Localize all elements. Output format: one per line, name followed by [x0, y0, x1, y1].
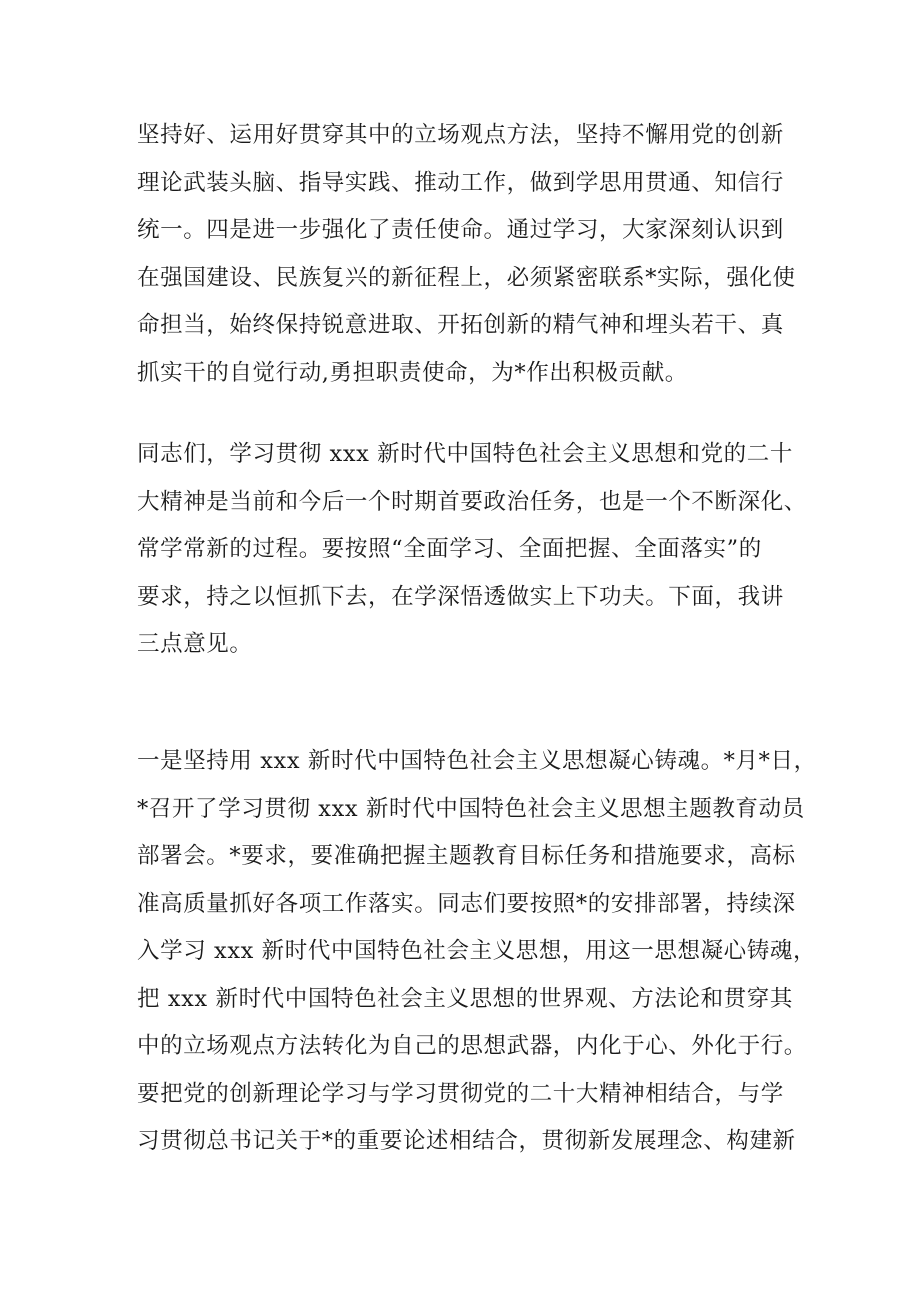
text-line: 坚持好、运用好贯穿其中的立场观点方法，坚持不懈用党的创新	[137, 122, 784, 148]
text-line: 常学常新的过程。要按照“全面学习、全面把握、全面落实”的	[137, 536, 762, 562]
text-line: 同志们，学习贯彻 xxx 新时代中国特色社会主义思想和党的二十	[137, 441, 793, 467]
text-line: 大精神是当前和今后一个时期首要政治任务，也是一个不断深化、	[137, 488, 807, 515]
text-line: 入学习 xxx 新时代中国特色社会主义思想，用这一思想凝心铸魂，	[137, 938, 817, 964]
text-line: 部署会。*要求，要准确把握主题教育目标任务和措施要求，高标	[137, 843, 796, 869]
text-line: 一是坚持用 xxx 新时代中国特色社会主义思想凝心铸魂。*月*日，	[137, 748, 817, 774]
text-line: 习贯彻总书记关于*的重要论述相结合，贯彻新发展理念、构建新	[137, 1128, 796, 1154]
text-line: 要求，持之以恒抓下去，在学深悟透做实上下功夫。下面，我讲	[137, 583, 784, 610]
paragraph-3	[137, 738, 817, 1166]
text-line: 三点意见。	[137, 631, 253, 657]
paragraph-2	[137, 431, 807, 669]
text-line: 在强国建设、民族复兴的新征程上，必须紧密联系*实际，强化使	[137, 264, 796, 291]
paragraph-1	[137, 112, 797, 397]
text-line: 理论武装头脑、指导实践、推动工作，做到学思用贯通、知信行	[137, 169, 784, 196]
text-line: 要把党的创新理论学习与学习贯彻党的二十大精神相结合，与学	[137, 1080, 784, 1107]
text-line: 中的立场观点方法转化为自己的思想武器，内化于心、外化于行。	[137, 1033, 807, 1059]
text-line: *召开了学习贯彻 xxx 新时代中国特色社会主义思想主题教育动员	[137, 795, 805, 822]
text-line: 抓实干的自觉行动,勇担职责使命，为*作出积极贡献。	[137, 359, 688, 386]
text-line: 统一。四是进一步强化了责任使命。通过学习，大家深刻认识到	[137, 217, 784, 243]
text-line: 把 xxx 新时代中国特色社会主义思想的世界观、方法论和贯穿其	[137, 985, 793, 1012]
text-line: 命担当，始终保持锐意进取、开拓创新的精气神和埋头若干、真	[137, 312, 784, 338]
text-line: 准高质量抓好各项工作落实。同志们要按照*的安排部署，持续深	[137, 890, 796, 917]
